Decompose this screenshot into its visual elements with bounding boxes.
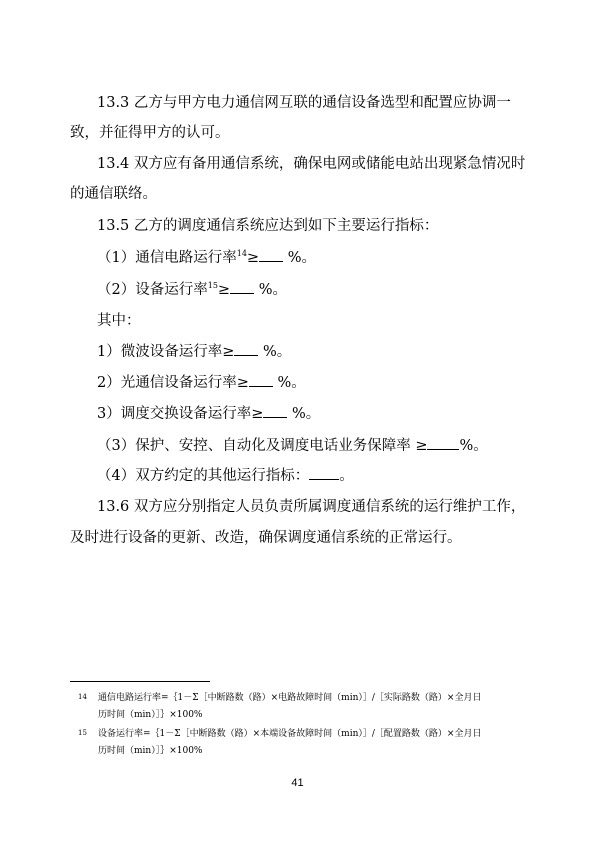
sub-item-1-percent: %。	[262, 344, 292, 360]
item-2-ge: ≥	[217, 282, 231, 298]
sub-item-1-blank[interactable]	[234, 343, 258, 356]
clause-13-4-line2: 的通信联络。	[70, 186, 157, 202]
footnote-ref-14: 14	[236, 249, 247, 259]
item-2-blank[interactable]	[230, 281, 254, 294]
item-4-end: 。	[339, 468, 354, 484]
sub-item-2-percent: %。	[277, 375, 306, 391]
item-3	[97, 436, 540, 456]
footnote-15-line2: 历时间（min）］｝×100%	[98, 746, 203, 756]
clause-13-4-line1: 13.4 双方应有备用通信系统，确保电网或储能电站出现紧急情况时	[97, 156, 526, 172]
sub-item-2	[97, 373, 540, 393]
footnote-15-line1: 设备运行率=｛1－Σ［中断路数（路）×本端设备故障时间（min）］/［配置路数（路）×全月日	[98, 729, 482, 739]
sub-item-3	[97, 404, 540, 424]
sub-item-2-label: 2）光通信设备运行率≥	[97, 375, 249, 391]
item-3-blank[interactable]	[427, 437, 459, 450]
sub-item-1	[97, 342, 540, 362]
sub-item-3-label: 3）调度交换设备运行率≥	[97, 406, 264, 422]
footnote-14-line1: 通信电路运行率=｛1－Σ［中断路数（路）×电路故障时间（min）］/［实际路数（路）×全月日	[98, 693, 482, 703]
footnote-14-line2: 历时间（min）］｝×100%	[98, 710, 203, 720]
clause-13-6-line2: 及时进行设备的更新、改造，确保调度通信系统的正常运行。	[70, 530, 462, 546]
item-1-blank[interactable]	[259, 249, 283, 262]
sub-item-3-percent: %。	[291, 406, 321, 422]
item-3-percent: %。	[459, 438, 488, 454]
clause-13-5: 13.5 乙方的调度通信系统应达到如下主要运行指标：	[97, 218, 439, 234]
item-4	[97, 466, 540, 486]
item-2-label: （2）设备运行率	[97, 282, 208, 298]
sub-item-2-blank[interactable]	[249, 374, 273, 387]
item-1	[97, 248, 540, 268]
item-1-label: （1）通信电路运行率	[97, 250, 237, 266]
clause-13-6-line1: 13.6 双方应分别指定人员负责所属调度通信系统的运行维护工作，	[97, 499, 526, 515]
sub-item-1-label: 1）微波设备运行率≥	[97, 344, 235, 360]
item-3-label: （3）保护、安控、自动化及调度电话业务保障率 ≥	[97, 438, 428, 454]
sub-item-3-blank[interactable]	[263, 405, 287, 418]
footnote-14-number: 14	[78, 693, 87, 701]
clause-13-3-line1: 13.3 乙方与甲方电力通信网互联的通信设备选型和配置应协调一	[97, 95, 511, 111]
item-2-percent: %。	[258, 282, 287, 298]
footnote-ref-15: 15	[207, 281, 218, 291]
item-1-percent: %。	[287, 250, 316, 266]
item-2	[97, 280, 540, 300]
item-1-ge: ≥	[246, 250, 260, 266]
item-4-label: （4）双方约定的其他运行指标：	[97, 468, 310, 484]
clause-13-3-line2: 致，并征得甲方的认可。	[70, 125, 230, 141]
qizhong: 其中：	[97, 313, 141, 329]
page-number: 41	[291, 777, 304, 789]
footnote-15-number: 15	[78, 729, 87, 737]
footnote-separator	[70, 681, 210, 682]
item-4-blank[interactable]	[309, 467, 339, 480]
